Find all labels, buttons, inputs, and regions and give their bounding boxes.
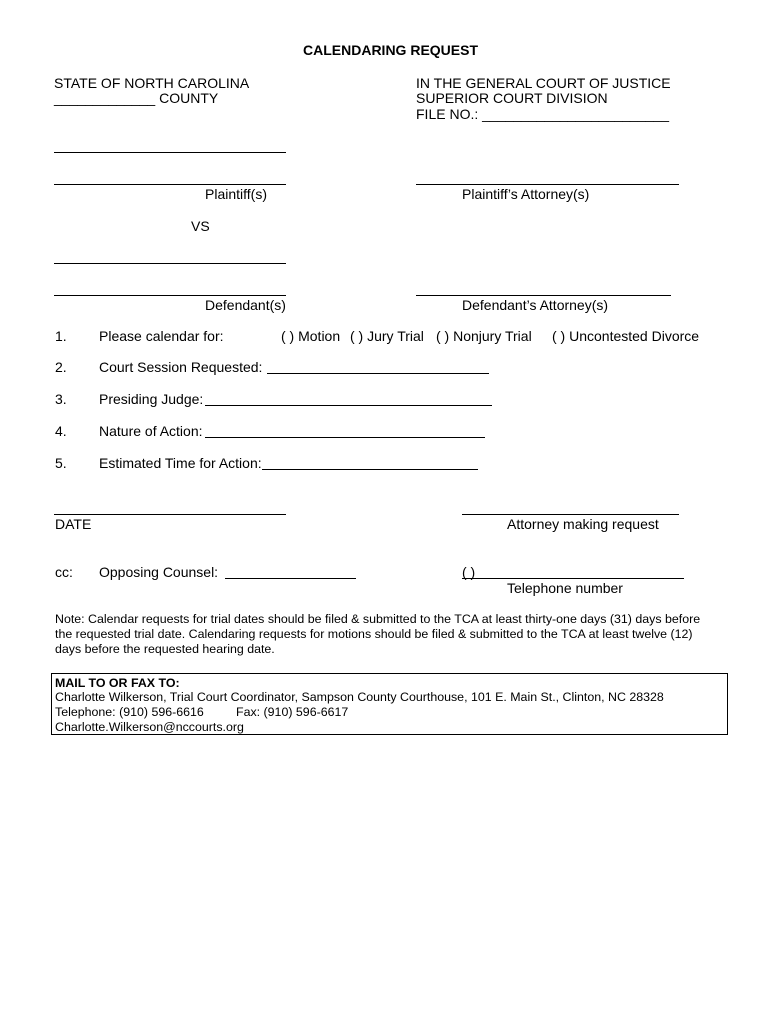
- attorney-signature-field[interactable]: [462, 514, 679, 515]
- opposing-counsel-label: Opposing Counsel:: [99, 564, 219, 580]
- plaintiff-attorney-line[interactable]: [416, 184, 679, 185]
- item-1-label: Please calendar for:: [99, 328, 224, 344]
- defendants-label: Defendant(s): [205, 297, 286, 313]
- division-label: SUPERIOR COURT DIVISION: [416, 90, 608, 106]
- mail-telephone: Telephone: (910) 596-6616: [55, 705, 204, 719]
- form-title: CALENDARING REQUEST: [303, 42, 479, 58]
- cc-label: cc:: [55, 564, 73, 580]
- uncontested-divorce-option[interactable]: ( ) Uncontested Divorce: [552, 328, 700, 344]
- versus-label: VS: [191, 218, 210, 234]
- item-1-number: 1.: [55, 328, 67, 344]
- opposing-counsel-field[interactable]: [225, 578, 356, 579]
- mail-address-line: Charlotte Wilkerson, Trial Court Coordinator, Sampson County Courthouse, 101 E. Main St., Clinton, NC 28328: [55, 690, 664, 704]
- note-line-3: days before the requested hearing date.: [55, 642, 275, 656]
- mail-email[interactable]: Charlotte.Wilkerson@nccourts.org: [55, 720, 244, 734]
- mail-to-box: [51, 673, 728, 735]
- telephone-number-label: Telephone number: [507, 580, 623, 596]
- item-4-number: 4.: [55, 423, 67, 439]
- mail-fax: Fax: (910) 596-6617: [236, 705, 349, 719]
- item-3-number: 3.: [55, 391, 67, 407]
- defendant-name-line-2[interactable]: [54, 295, 286, 296]
- file-number-line: [416, 106, 669, 122]
- presiding-judge-label: Presiding Judge:: [99, 391, 204, 407]
- motion-option[interactable]: ( ) Motion: [281, 328, 341, 344]
- note-line-2: the requested trial date. Calendaring requests for motions should be filed & submitted to the TCA at least twelve (12): [55, 627, 693, 641]
- attorney-making-request-label: Attorney making request: [507, 516, 659, 532]
- item-2-number: 2.: [55, 359, 67, 375]
- nonjury-trial-option[interactable]: ( ) Nonjury Trial: [436, 328, 532, 344]
- county-label: COUNTY: [159, 90, 219, 106]
- plaintiffs-attorney-label: Plaintiff’s Attorney(s): [462, 186, 590, 202]
- jury-trial-option[interactable]: ( ) Jury Trial: [350, 328, 424, 344]
- telephone-field[interactable]: [462, 578, 684, 579]
- file-number-label: FILE NO.:: [416, 106, 479, 122]
- nature-of-action-field[interactable]: [205, 437, 485, 438]
- defendants-attorney-label: Defendant’s Attorney(s): [462, 297, 609, 313]
- defendant-name-line-1[interactable]: [54, 263, 286, 264]
- court-session-label: Court Session Requested:: [99, 359, 263, 375]
- note-line-1: Note: Calendar requests for trial dates should be filed & submitted to the TCA at least thirty-one days (31) days before: [55, 612, 701, 626]
- presiding-judge-field[interactable]: [205, 405, 492, 406]
- phone-area-code[interactable]: ( ): [462, 564, 476, 580]
- court-session-field[interactable]: [267, 373, 489, 374]
- file-number-blank[interactable]: ________________________: [482, 106, 669, 122]
- plaintiff-name-line-2[interactable]: [54, 184, 286, 185]
- date-field[interactable]: [54, 514, 286, 515]
- plaintiff-name-line-1[interactable]: [54, 152, 286, 153]
- item-5-number: 5.: [55, 455, 67, 471]
- date-label: DATE: [55, 516, 92, 532]
- plaintiffs-label: Plaintiff(s): [205, 186, 267, 202]
- defendant-attorney-line[interactable]: [416, 295, 671, 296]
- nature-of-action-label: Nature of Action:: [99, 423, 203, 439]
- estimated-time-label: Estimated Time for Action:: [99, 455, 262, 471]
- state-label: STATE OF NORTH CAROLINA: [54, 75, 250, 91]
- estimated-time-field[interactable]: [262, 469, 478, 470]
- court-label: IN THE GENERAL COURT OF JUSTICE: [416, 75, 671, 91]
- mail-heading: MAIL TO OR FAX TO:: [55, 676, 180, 690]
- county-line: [54, 90, 218, 106]
- county-blank[interactable]: _____________: [54, 90, 156, 106]
